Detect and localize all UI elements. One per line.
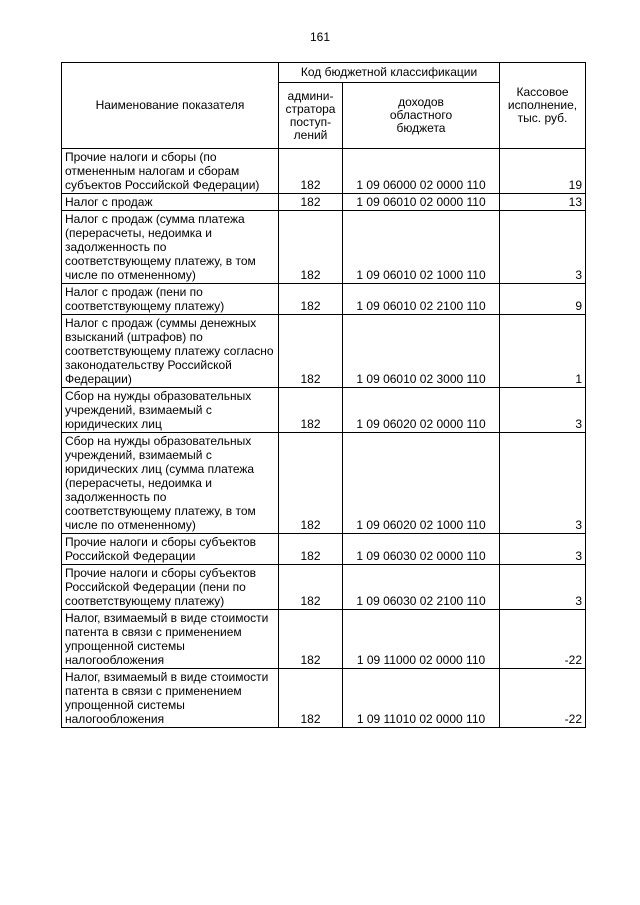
indicator-name-cell: Налог с продаж (пени по соответствующему платежу): [62, 284, 279, 315]
indicator-name-cell: Прочие налоги и сборы (по отмененным налогам и сборам субъектов Российской Федерации): [62, 149, 279, 194]
table-header: [62, 63, 586, 149]
execution-value-cell: -22: [500, 669, 586, 728]
budget-code-cell: 1 09 06020 02 0000 110: [343, 388, 500, 433]
execution-value-cell: 19: [500, 149, 586, 194]
indicator-name-cell: Сбор на нужды образовательных учреждений, взимаемый с юридических лиц (сумма платежа (перерасчеты, недоимка и задолженность по соответствующему платежу, в том числе по отмененному): [62, 433, 279, 534]
admin-code-cell: 182: [279, 194, 343, 211]
execution-value-cell: 3: [500, 565, 586, 610]
execution-value-cell: 1: [500, 315, 586, 388]
execution-value-cell: 3: [500, 388, 586, 433]
budget-code-cell: 1 09 06000 02 0000 110: [343, 149, 500, 194]
execution-value-cell: -22: [500, 610, 586, 669]
header-code-group: Код бюджетной классификации: [279, 63, 500, 83]
table-row: [62, 284, 586, 315]
indicator-name-cell: Налог, взимаемый в виде стоимости патента в связи с применением упрощенной системы налогообложения: [62, 669, 279, 728]
table-row: [62, 388, 586, 433]
budget-code-cell: 1 09 06030 02 2100 110: [343, 565, 500, 610]
admin-code-cell: 182: [279, 388, 343, 433]
page-number: 161: [309, 30, 331, 44]
admin-code-cell: 182: [279, 433, 343, 534]
budget-code-cell: 1 09 06010 02 3000 110: [343, 315, 500, 388]
execution-value-cell: 9: [500, 284, 586, 315]
indicator-name-cell: Налог с продаж: [62, 194, 279, 211]
indicator-name-cell: Налог с продаж (сумма платежа (перерасчеты, недоимка и задолженность по соответствующему платежу, в том числе по отмененному): [62, 211, 279, 284]
table-row: [62, 315, 586, 388]
table-row: [62, 565, 586, 610]
budget-code-cell: 1 09 06010 02 0000 110: [343, 194, 500, 211]
indicator-name-cell: Сбор на нужды образовательных учреждений, взимаемый с юридических лиц: [62, 388, 279, 433]
admin-code-cell: 182: [279, 149, 343, 194]
execution-value-cell: 3: [500, 534, 586, 565]
admin-code-cell: 182: [279, 565, 343, 610]
execution-value-cell: 3: [500, 211, 586, 284]
budget-code-cell: 1 09 06030 02 0000 110: [343, 534, 500, 565]
admin-code-cell: 182: [279, 534, 343, 565]
execution-value-cell: 13: [500, 194, 586, 211]
header-income-column: доходов областного бюджета: [343, 83, 500, 149]
table-row: [62, 433, 586, 534]
header-name-column: Наименование показателя: [62, 63, 279, 149]
indicator-name-cell: Прочие налоги и сборы субъектов Российской Федерации (пени по соответствующему платежу): [62, 565, 279, 610]
indicator-name-cell: Налог, взимаемый в виде стоимости патента в связи с применением упрощенной системы налогообложения: [62, 610, 279, 669]
table-body: [62, 149, 586, 728]
header-admin-column: админи- стратора поступ- лений: [279, 83, 343, 149]
budget-code-cell: 1 09 11010 02 0000 110: [343, 669, 500, 728]
admin-code-cell: 182: [279, 315, 343, 388]
budget-code-cell: 1 09 11000 02 0000 110: [343, 610, 500, 669]
budget-code-cell: 1 09 06010 02 2100 110: [343, 284, 500, 315]
table-row: [62, 211, 586, 284]
table-row: [62, 534, 586, 565]
indicator-name-cell: Прочие налоги и сборы субъектов Российской Федерации: [62, 534, 279, 565]
table-row: [62, 194, 586, 211]
admin-code-cell: 182: [279, 284, 343, 315]
header-execution-column: Кассовое исполнение, тыс. руб.: [500, 63, 586, 149]
budget-code-cell: 1 09 06010 02 1000 110: [343, 211, 500, 284]
table-row: [62, 669, 586, 728]
admin-code-cell: 182: [279, 610, 343, 669]
table-row: [62, 149, 586, 194]
admin-code-cell: 182: [279, 669, 343, 728]
admin-code-cell: 182: [279, 211, 343, 284]
budget-code-cell: 1 09 06020 02 1000 110: [343, 433, 500, 534]
execution-value-cell: 3: [500, 433, 586, 534]
budget-table: [61, 62, 586, 728]
indicator-name-cell: Налог с продаж (суммы денежных взысканий (штрафов) по соответствующему платежу согласно законодательству Российской Федерации): [62, 315, 279, 388]
table-row: [62, 610, 586, 669]
